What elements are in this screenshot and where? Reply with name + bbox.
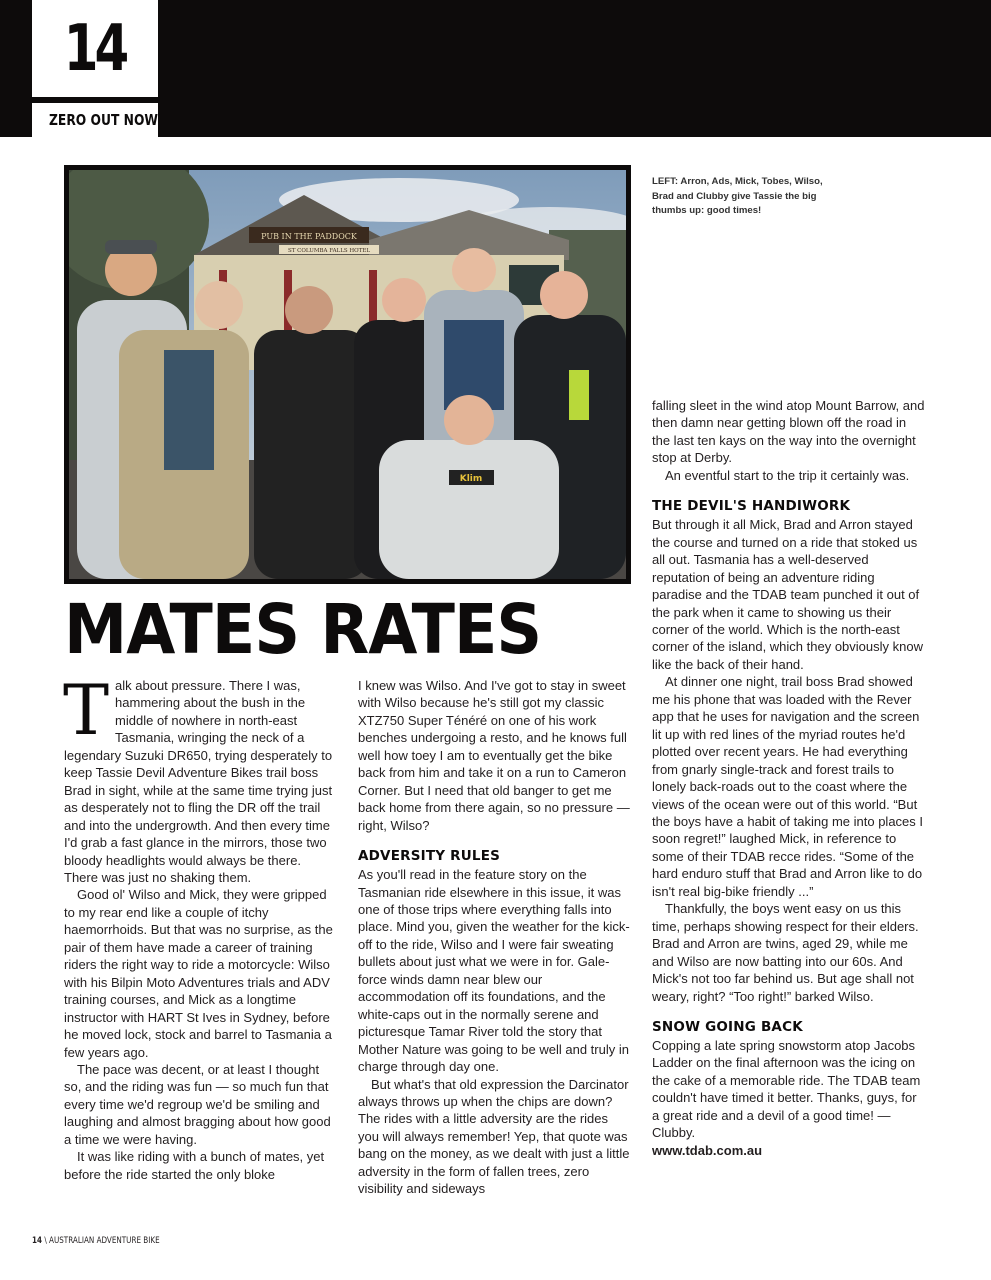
group-photo xyxy=(64,165,631,584)
subheading-adversity-rules: ADVERSITY RULES xyxy=(358,848,501,865)
paragraph: But what's that old expression the Darcinator always throws up when the chips are down? The rides with a little adversity are the rides you will always remember! Yep, that quote was bang on the money, as we dealt with just a little adversity in the form of fallen trees, zero visibility and sideways xyxy=(358,1076,630,1197)
caption-text: Arron, Ads, Mick, Tobes, Wilso, Brad and Clubby give Tassie the big thumbs up: good times! xyxy=(652,176,823,216)
section-tag: ZERO OUT NOW xyxy=(49,111,158,129)
paragraph: Talk about pressure. There I was, hammering about the bush in the middle of nowhere in north-east Tasmania, wringing the neck of a legendary Suzuki DR650, trying desperately to keep Tassie Devil Adventure Bikes trail boss Brad in sight, while at the same time trying just as desperately not to fling the DR off the trail and into the undergrowth. And then every time I'd grab a fast glance in the mirrors, those two bloody headlights would always be there. There was just no shaking them. xyxy=(63,671,333,885)
article-column-3 xyxy=(652,397,927,1159)
section-tag-box xyxy=(32,103,158,137)
article-column-1 xyxy=(63,671,336,1183)
header-bar xyxy=(0,0,991,137)
paragraph: An eventful start to the trip it certainly was. xyxy=(665,467,910,483)
paragraph: At dinner one night, trail boss Brad showed me his phone that was loaded with the Rever app that he uses for navigation and the screen lit up with red lines of the myriad routes he'd plotted over recent years. He had everything from gnarly single-track and forest trails to lonely back-roads out to the coast where the views of the ocean were out of this world. “But the boys have a habit of taking me into places I soon regret!” laughed Mick, in reference to some of their TDAB recce rides. “Some of the hard enduro stuff that Brad and Arron like to do isn't real big-bike friendly ...” xyxy=(652,674,924,899)
paragraph: But through it all Mick, Brad and Arron stayed the course and turned on a ride that stoked us all out. Tasmania has a well-deserved reputation of being an adventure riding paradise and the TDAB team punched it out of the park when it came to showing us their corner of the world. Which is the north-east corner of the island, which they obviously know like the back of their hand. xyxy=(652,517,923,672)
hotel-sign-text: ST COLUMBA FALLS HOTEL xyxy=(287,248,371,254)
footer-magazine-name: AUSTRALIAN ADVENTURE BIKE xyxy=(49,1236,160,1246)
paragraph: As you'll read in the feature story on the Tasmanian ride elsewhere in this issue, it was one of those trips where everything falls into place. Mind you, given the weather for the kick-off to the ride, Wilso and I were fair sweating bullets about just what we were in for. Gale-force winds damn near blew our accommodation off its foundations, and the white-caps out in the normally serene and picturesque Tamar River told the story that Mother Nature was going to be well and truly in charge through day one. xyxy=(358,867,630,1075)
photo-caption xyxy=(652,175,837,219)
paragraph: Thankfully, the boys went easy on us this time, perhaps showing respect for their elders. Brad and Arron are twins, aged 29, while me and Wilso are now batting into our 60s. And Mick's not too far behind us. But age shall not weary, right? “Too right!” barked Wilso. xyxy=(652,901,919,1004)
paragraph: falling sleet in the wind atop Mount Barrow, and then damn near getting blown off the road in the last ten kays on the way into the overnight stop at Derby. xyxy=(652,398,925,466)
footer-separator: \ xyxy=(42,1236,50,1246)
headline: MATES RATES xyxy=(64,590,542,670)
paragraph: The pace was decent, or at least I thought so, and the riding was fun — so much fun that every time we'd regroup we'd be smiling and laughing and almost bragging about how good a time we were having. xyxy=(64,1061,331,1147)
klim-logo-text: Klim xyxy=(459,474,483,484)
group-photo-illustration xyxy=(69,170,626,579)
page-number: 14 xyxy=(64,11,126,86)
footer-page-number: 14 xyxy=(32,1236,43,1246)
caption-lead: LEFT: xyxy=(652,176,679,187)
subheading-snow-going-back: SNOW GOING BACK xyxy=(652,1018,803,1035)
paragraph: It was like riding with a bunch of mates, yet before the ride started the only bloke xyxy=(64,1149,325,1182)
paragraph: Good ol' Wilso and Mick, they were gripped to my rear end like a couple of itchy haemorrhoids. But that was no surprise, as the pair of them have made a career of training riders the right way to ride a motorcycle: Wilso with his Bilpin Moto Adventures trials and ADV training courses, and Mick as a longtime instructor with HART St Ives in Sydney, before he moved lock, stock and barrel to Tasmania a few years ago. xyxy=(64,887,333,1060)
page-number-box xyxy=(32,0,158,97)
pub-sign-text: PUB IN THE PADDOCK xyxy=(261,232,357,241)
article-column-2 xyxy=(358,677,632,1198)
paragraph: I knew was Wilso. And I've got to stay in sweet with Wilso because he's still got my classic XTZ750 Super Ténéré on one of his work benches undergoing a resto, and he knows full well how toey I am to eventually get the bike back from him and take it on a run to Cameron Corner. But I need that old banger to get me back home from there again, so no pressure — right, Wilso? xyxy=(358,678,630,833)
subheading-devils-handiwork: THE DEVIL'S HANDIWORK xyxy=(652,498,851,515)
paragraph: Copping a late spring snowstorm atop Jacobs Ladder on the final afternoon was the icing on the cake of a memorable ride. The TDAB team couldn't have timed it better. Thanks, guys, for a great ride and a devil of a good time! — Clubby. xyxy=(652,1037,921,1141)
page-footer xyxy=(32,1236,160,1246)
drop-cap: T xyxy=(63,671,110,751)
website-link[interactable]: www.tdab.com.au xyxy=(652,1142,763,1158)
